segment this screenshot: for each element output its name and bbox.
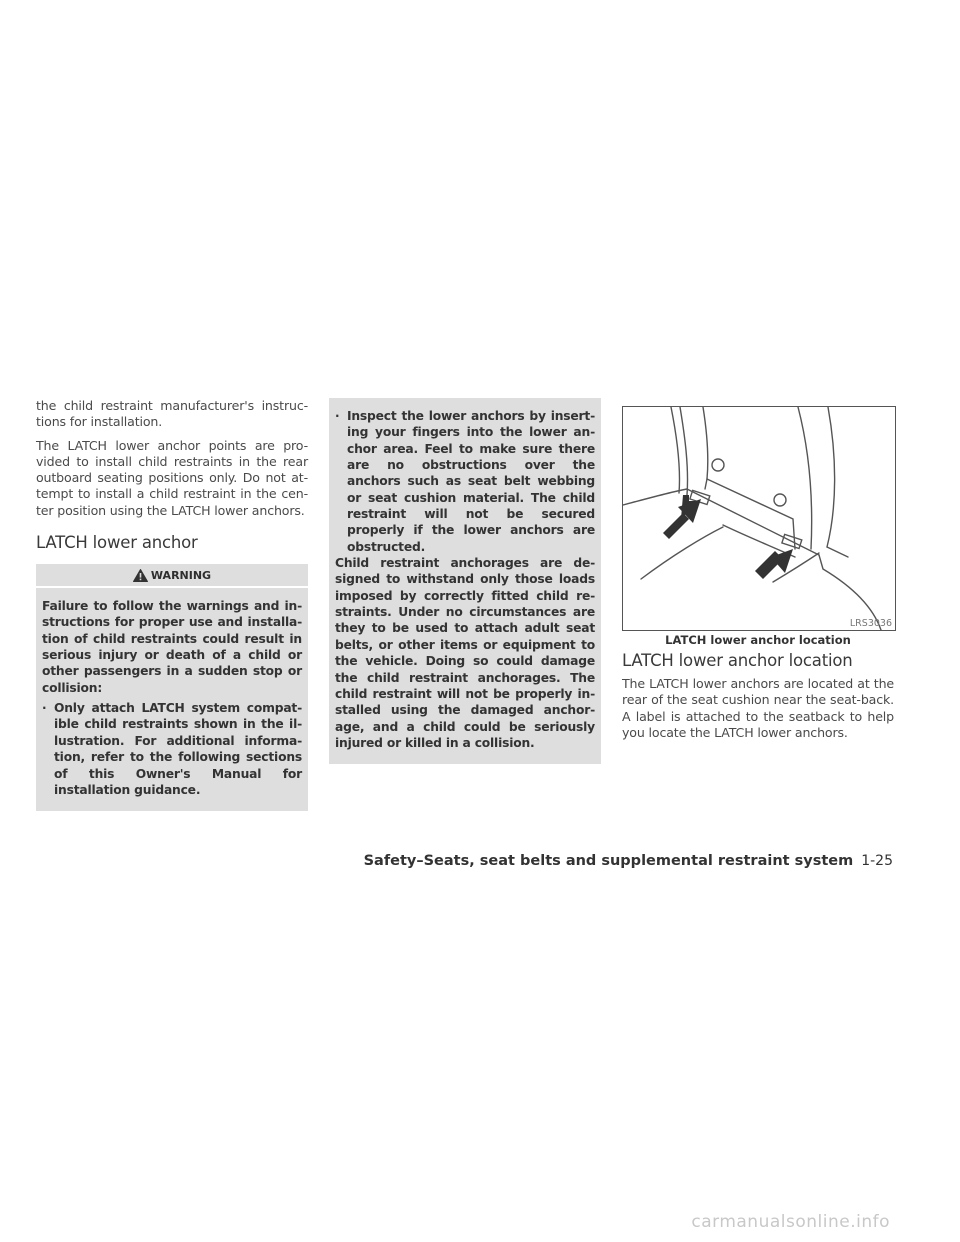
intro-paragraph-1: the child restraint manufacturer's instruc-tions for installation. [36, 398, 308, 430]
figure-code: LRS3036 [849, 618, 892, 629]
warning-box [36, 564, 308, 811]
warning-triangle-icon [133, 569, 148, 582]
section-heading-anchor-location: LATCH lower anchor location [622, 651, 853, 670]
seat-anchor-illustration [623, 407, 895, 630]
warning-header [36, 564, 308, 588]
bullet-dot-icon: · [42, 701, 47, 716]
page-footer [0, 853, 893, 869]
warning-text: Failure to follow the warnings and in-structions for proper use and installa-tion of child restraints could result in serious injury or death of a child or other passengers in a sudden stop or collision: [42, 599, 302, 695]
warning-body [36, 588, 308, 811]
warning-bullet-1-text: Only attach LATCH system compat-ible child restraints shown in the il-lustration. For additional informa-tion, refer to the following sections of this Owner's Manual for installation guidance. [54, 701, 302, 797]
warning-bullet-2 [335, 408, 595, 555]
warning-bullet-1 [42, 700, 302, 798]
footer-section-title: Safety–Seats, seat belts and supplemental restraint system [363, 853, 854, 869]
warning-bullet-2-text: Inspect the lower anchors by insert-ing your fingers into the lower an-chor area. Feel to make sure there are no obstructions over the anchors such as seat belt webbing or seat cushion material. The child restraint will not be secured properly if the lower anchors are obstructed. [347, 409, 595, 554]
warning-label: WARNING [150, 568, 212, 582]
watermark-text: carmanualsonline.info [691, 1212, 890, 1232]
section-heading-latch-lower-anchor: LATCH lower anchor [36, 533, 198, 553]
warning-continuation-text: Child restraint anchorages are de-signed to withstand only those loads imposed by correctly fitted child re-straints. Under no circumstances are they to be used to attach adult seat belts, or other items or equipment to the vehicle. Doing so could damage the child restraint anchorages. The child restraint will not be properly in-stalled using the damaged anchor-age, and a child could be seriously injured or killed in a collision. [335, 556, 595, 750]
warning-box-continued [329, 398, 601, 764]
intro-paragraph-2: The LATCH lower anchor points are pro-vided to install child restraints in the rear outboard seating positions only. Do not at-tempt to install a child restraint in the cen-ter position using the LATCH lower anchors. [36, 437, 308, 518]
figure-caption: LATCH lower anchor location [665, 633, 851, 647]
column-right [622, 406, 894, 741]
column-left [36, 398, 308, 811]
bullet-dot-icon: · [335, 409, 340, 423]
watermark-bar [0, 1202, 960, 1242]
page-number: 1-25 [861, 853, 893, 869]
warning-body-continued [329, 405, 601, 764]
column-middle [329, 398, 601, 764]
latch-anchor-figure [622, 406, 896, 631]
anchor-location-paragraph: The LATCH lower anchors are located at the rear of the seat cushion near the seat-back. A label is attached to the seatback to help you locate the LATCH lower anchors. [622, 676, 894, 740]
